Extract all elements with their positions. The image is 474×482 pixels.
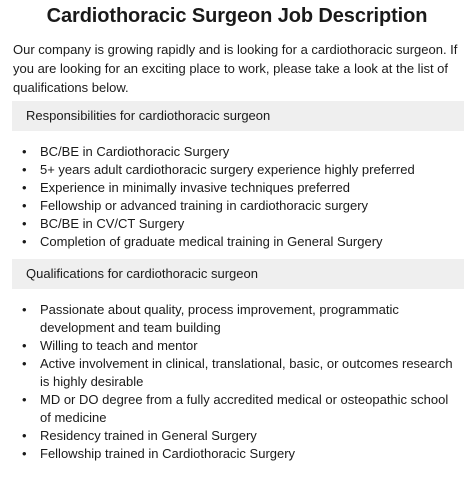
list-item	[19, 161, 459, 179]
responsibilities-heading: Responsibilities for cardiothoracic surgeon	[12, 101, 464, 131]
bullet-icon: •	[22, 338, 27, 353]
list-item	[19, 179, 459, 197]
list-item-text: MD or DO degree from a fully accredited medical or osteopathic school of medicine	[40, 392, 449, 425]
bullet-icon: •	[22, 356, 27, 371]
list-item-text: BC/BE in CV/CT Surgery	[40, 216, 185, 231]
list-item	[19, 427, 459, 445]
bullet-icon: •	[22, 302, 27, 317]
list-item	[19, 233, 459, 251]
list-item-text: Fellowship or advanced training in cardiothoracic surgery	[40, 198, 369, 213]
bullet-icon: •	[22, 428, 27, 443]
intro-paragraph: Our company is growing rapidly and is looking for a cardiothoracic surgeon. If you are looking for an exciting place to work, please take a look at the list of qualifications below.	[13, 42, 458, 95]
qualifications-heading: Qualifications for cardiothoracic surgeon	[12, 259, 464, 289]
bullet-icon: •	[22, 234, 27, 249]
bullet-icon: •	[22, 392, 27, 407]
list-item	[19, 215, 459, 233]
bullet-icon: •	[22, 144, 27, 159]
responsibilities-list	[19, 143, 459, 251]
list-item-text: 5+ years adult cardiothoracic surgery experience highly preferred	[40, 162, 415, 177]
bullet-icon: •	[22, 162, 27, 177]
list-item	[19, 337, 459, 355]
bullet-icon: •	[22, 198, 27, 213]
list-item-text: Passionate about quality, process improvement, programmatic development and team building	[40, 302, 399, 335]
list-item	[19, 445, 459, 463]
bullet-icon: •	[22, 180, 27, 195]
list-item-text: Experience in minimally invasive techniques preferred	[40, 180, 350, 195]
list-item	[19, 301, 459, 337]
bullet-icon: •	[22, 446, 27, 461]
qualifications-list	[19, 301, 459, 463]
bullet-icon: •	[22, 216, 27, 231]
list-item-text: Completion of graduate medical training in General Surgery	[40, 234, 383, 249]
list-item	[19, 143, 459, 161]
list-item-text: Residency trained in General Surgery	[40, 428, 257, 443]
list-item	[19, 197, 459, 215]
list-item-text: Active involvement in clinical, translational, basic, or outcomes research is highly desirable	[40, 356, 453, 389]
list-item	[19, 355, 459, 391]
list-item-text: BC/BE in Cardiothoracic Surgery	[40, 144, 230, 159]
list-item	[19, 391, 459, 427]
page-title: Cardiothoracic Surgeon Job Description	[46, 5, 428, 27]
list-item-text: Willing to teach and mentor	[40, 338, 198, 353]
list-item-text: Fellowship trained in Cardiothoracic Surgery	[40, 446, 296, 461]
